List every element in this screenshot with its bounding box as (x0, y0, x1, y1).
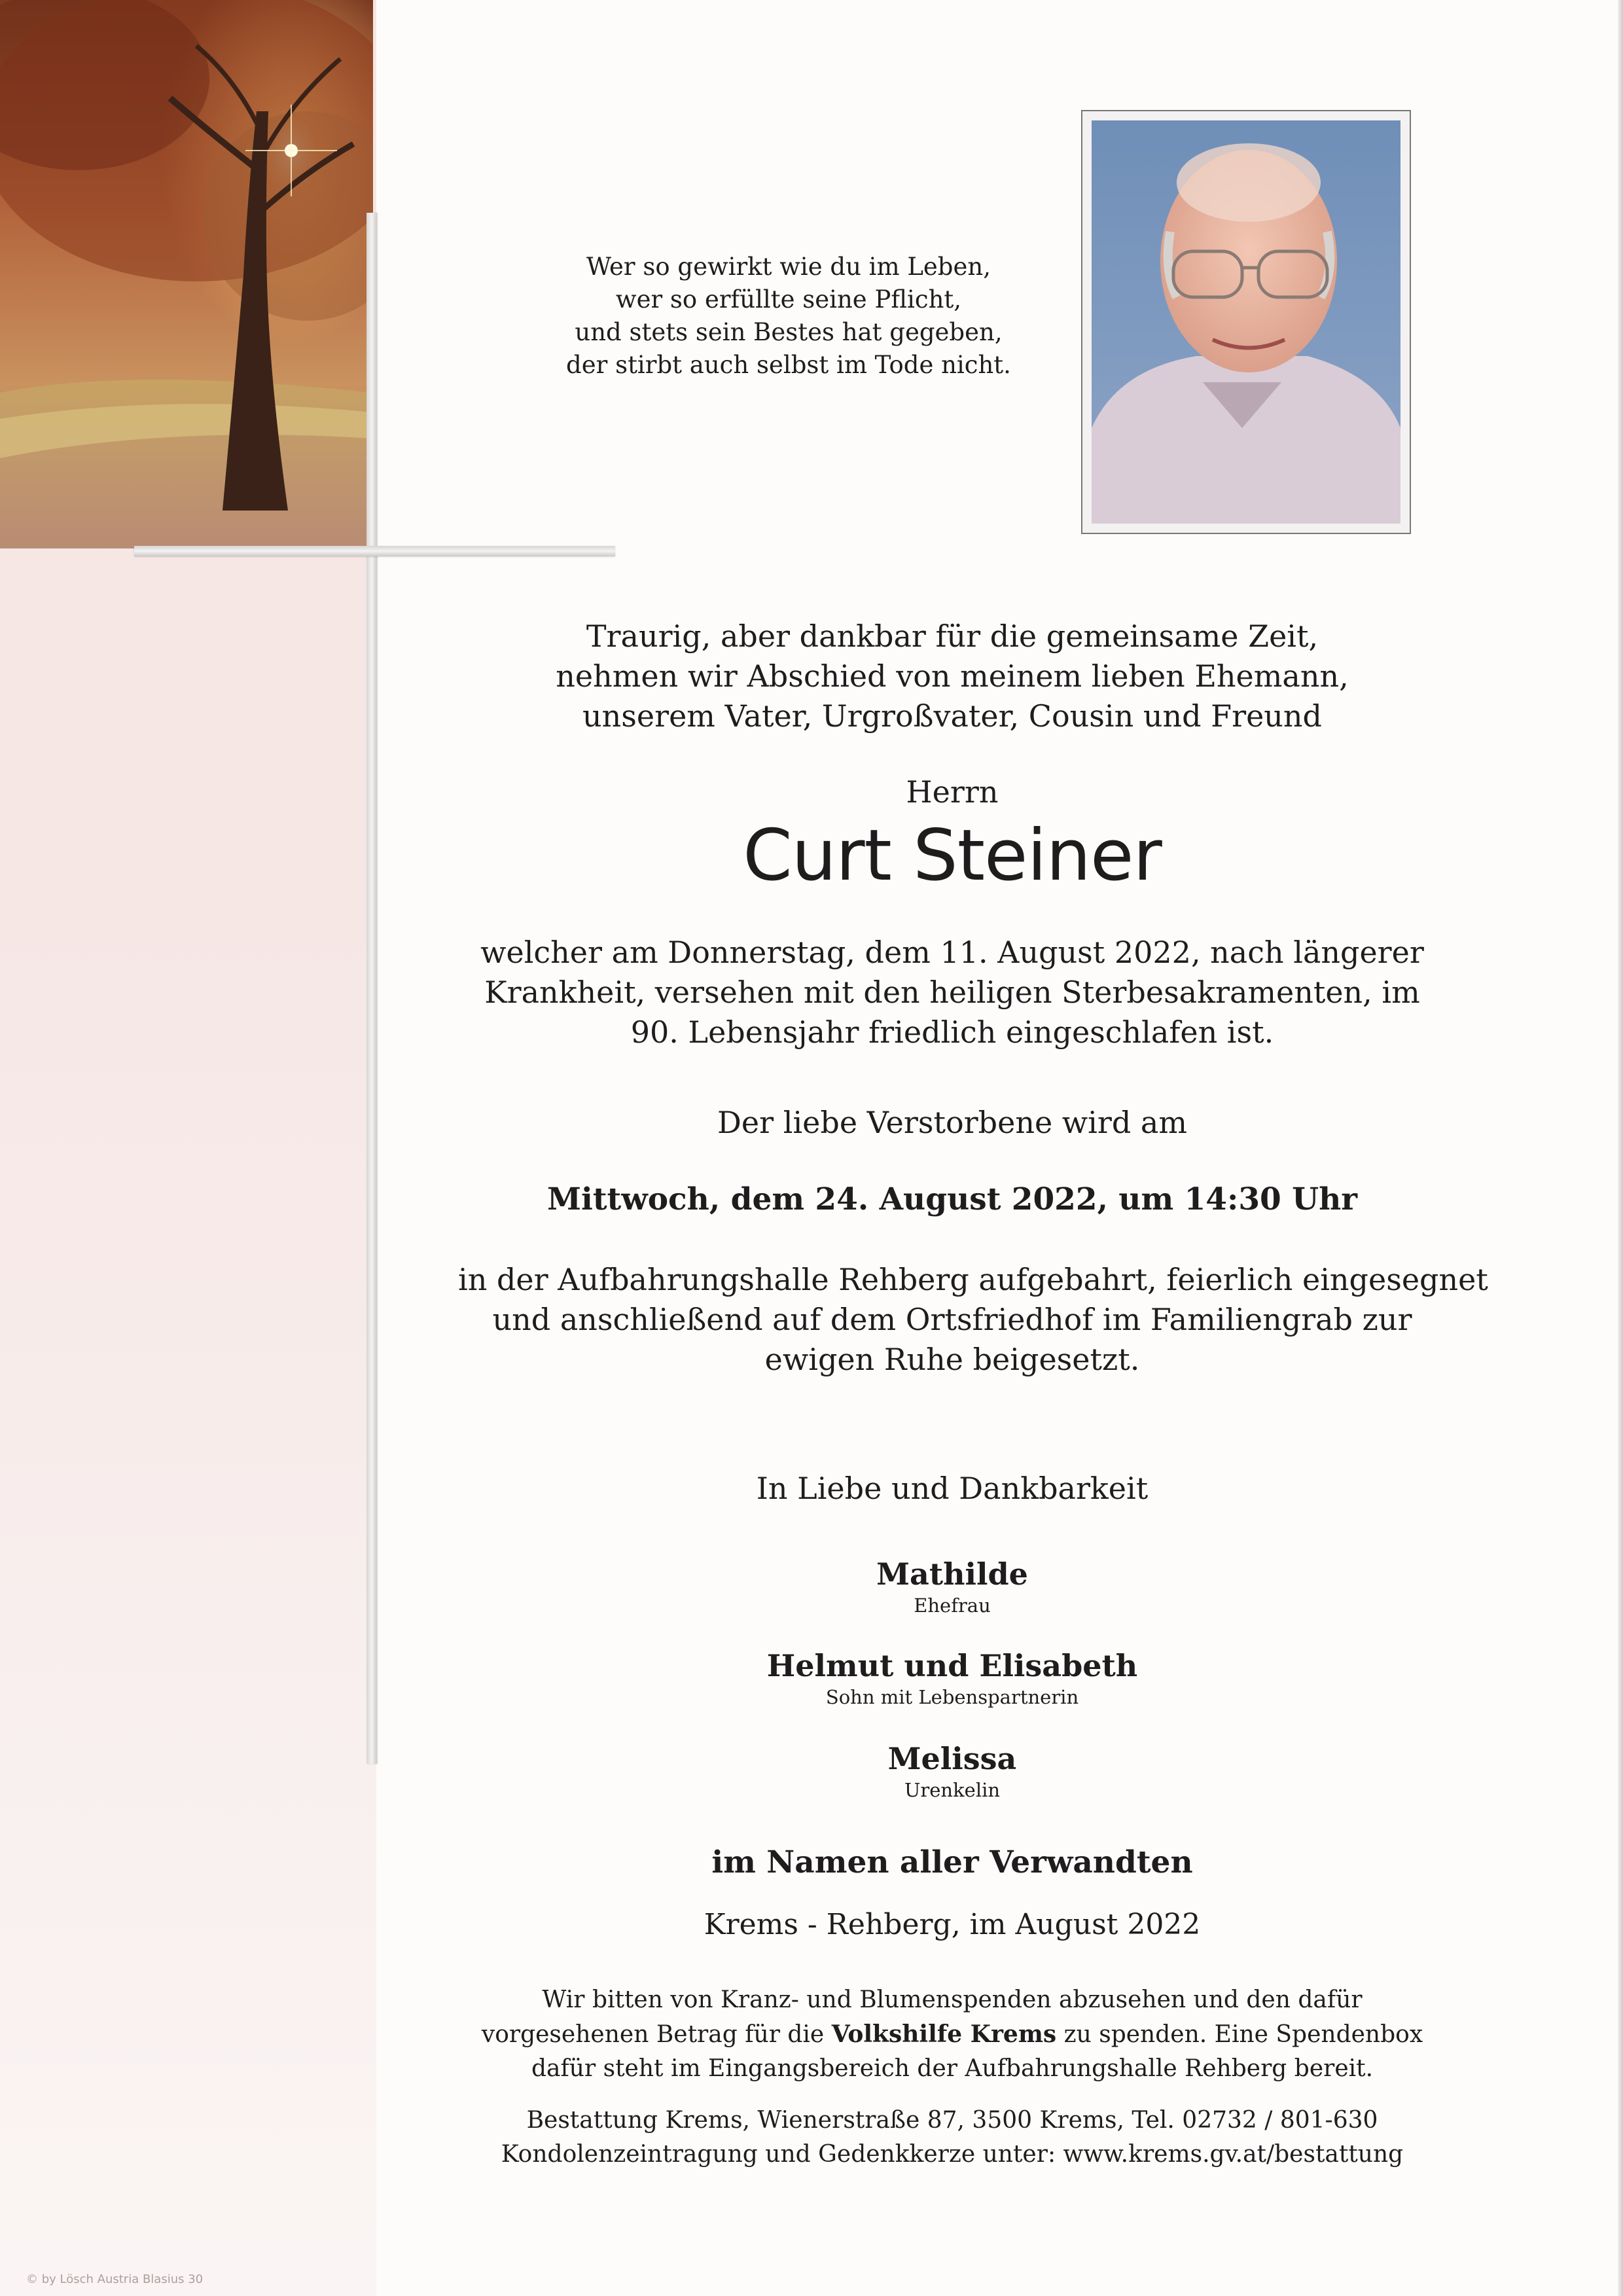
details-line: welcher am Donnerstag, dem 11. August 2022, nach längerer (480, 935, 1424, 970)
poem-line: Wer so gewirkt wie du im Leben, (586, 253, 991, 281)
donation-line: Wir bitten von Kranz- und Blumenspenden abzusehen und den dafür (542, 1986, 1363, 2013)
mourner (458, 1648, 1446, 1708)
details-line: Krankheit, versehen mit den heiligen Sterbesakramenten, im (484, 975, 1420, 1010)
closing-line: In Liebe und Dankbarkeit (756, 1471, 1149, 1506)
intro-line: Traurig, aber dankbar für die gemeinsame Zeit, (586, 619, 1319, 654)
intro-line: nehmen wir Abschied von meinem lieben Ehemann, (556, 658, 1349, 694)
donation-line (458, 2017, 1446, 2052)
cross-vertical-bar (366, 213, 377, 1764)
announcement: Der liebe Verstorbene wird am (717, 1105, 1187, 1140)
copyright: © by Lösch Austria Blasius 30 (26, 2272, 204, 2286)
mourner-role: Sohn mit Lebenspartnerin (825, 1686, 1079, 1708)
ceremony-line: in der Aufbahrungshalle Rehberg aufgebahrt, feierlich eingesegnet (458, 1262, 1488, 1297)
funeral-home-footer (458, 2104, 1446, 2172)
ceremony-line: ewigen Ruhe beigesetzt. (764, 1342, 1140, 1377)
death-details (458, 933, 1446, 1052)
poem-line: und stets sein Bestes hat gegeben, (575, 318, 1003, 346)
donation-text: zu spenden. Eine Spendenbox (1056, 2021, 1423, 2048)
mourner-role: Ehefrau (914, 1594, 991, 1617)
page-edge (1618, 0, 1623, 2296)
charity-name: Volkshilfe Krems (831, 2020, 1057, 2048)
autumn-tree-photo (0, 0, 373, 548)
memorial-poem (524, 251, 1054, 382)
cross-horizontal-bar (134, 546, 615, 556)
intro-line: unserem Vater, Urgroßvater, Cousin und Freund (582, 698, 1322, 734)
donation-note (458, 1983, 1446, 2086)
poem-line: der stirbt auch selbst im Tode nicht. (566, 351, 1011, 379)
ceremony-date: Mittwoch, dem 24. August 2022, um 14:30 Uhr (546, 1181, 1358, 1217)
mourner-name: Melissa (887, 1741, 1017, 1776)
relatives-line: im Namen aller Verwandten (711, 1844, 1193, 1880)
donation-text: vorgesehenen Betrag für die (481, 2021, 832, 2048)
footer-line: Kondolenzeintragung und Gedenkkerze unter: www.krems.gv.at/bestattung (501, 2141, 1404, 2168)
salutation: Herrn (906, 774, 999, 810)
details-line: 90. Lebensjahr friedlich eingeschlafen ist. (630, 1014, 1274, 1050)
mourner-name: Mathilde (876, 1556, 1028, 1592)
poem-line: wer so erfüllte seine Pflicht, (615, 285, 962, 314)
deceased-portrait (1081, 110, 1411, 534)
place-date: Krems - Rehberg, im August 2022 (704, 1908, 1201, 1941)
mourner-name: Helmut und Elisabeth (766, 1648, 1138, 1683)
footer-line: Bestattung Krems, Wienerstraße 87, 3500 Krems, Tel. 02732 / 801-630 (526, 2107, 1378, 2134)
ceremony-line: und anschließend auf dem Ortsfriedhof im Familiengrab zur (492, 1302, 1412, 1337)
donation-line: dafür steht im Eingangsbereich der Aufbahrungshalle Rehberg bereit. (531, 2055, 1374, 2082)
mourner (458, 1741, 1446, 1801)
ceremony-text (458, 1260, 1488, 1380)
deceased-name: Curt Steiner (743, 815, 1162, 897)
mourner-role: Urenkelin (904, 1779, 1001, 1801)
mourner (458, 1556, 1446, 1617)
intro-text (458, 617, 1446, 736)
